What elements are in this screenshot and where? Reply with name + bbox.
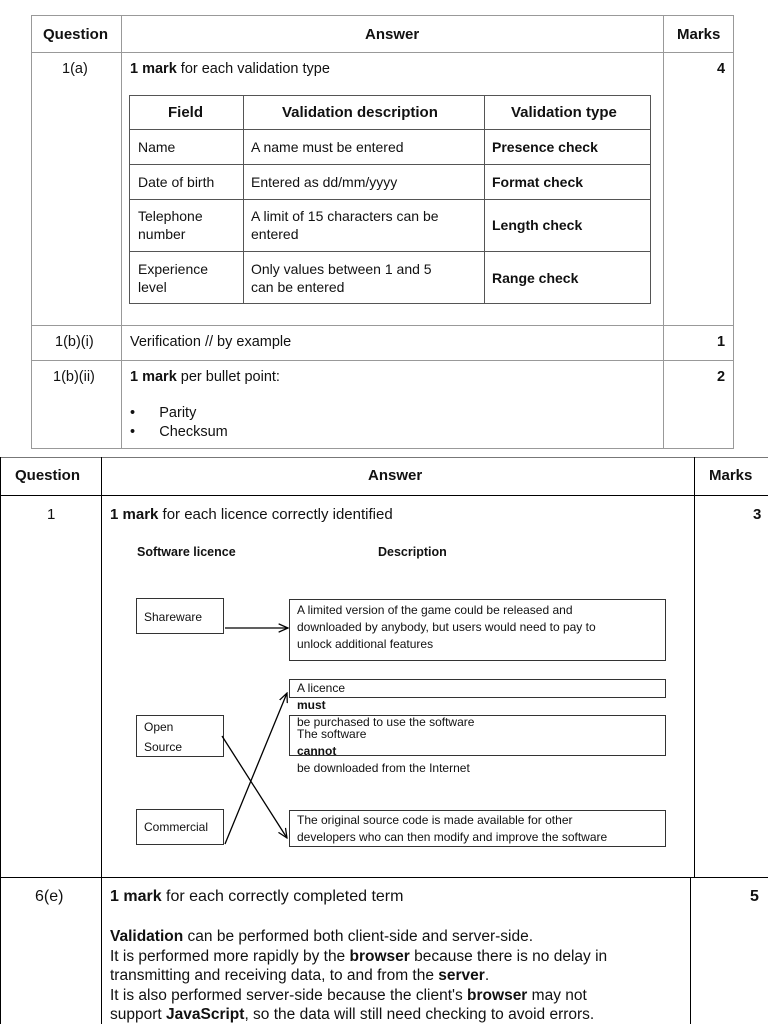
column-divider [121,16,122,448]
description-cell: A name must be entered [251,139,404,155]
software-licence-column-label: Software licence [137,545,236,559]
mark-instruction: 1 mark for each correctly completed term [110,888,404,905]
question-header: Question [15,467,81,484]
question-number: 1(b)(i) [55,334,94,350]
mark-instruction: 1 mark per bullet point: [130,369,280,385]
answer-text: Verification // by example [130,334,292,350]
mark-instruction: 1 mark for each licence correctly identified [110,506,393,523]
description-box: The original source code is made available for other developers who can then modify and improve the software [289,810,666,847]
marks-value: 3 [753,506,762,523]
licence-box-commercial: Commercial [136,809,224,845]
row-divider [32,360,733,361]
validation-type-cell: Format check [492,174,584,190]
marks-header: Marks [677,26,721,43]
arrow-commercial-to-licence-purchase [225,693,287,844]
field-cell: Name [138,139,176,155]
description-cell: A limit of 15 characters can be entered [251,208,439,242]
description-cell: Entered as dd/mm/yyyy [251,174,398,190]
validation-mark-scheme-table [31,15,734,449]
description-cell: Only values between 1 and 5 can be entered [251,261,432,295]
marks-value: 1 [717,334,726,350]
question-number: 1(b)(ii) [53,369,95,385]
description-box: A limited version of the game could be released and downloaded by anybody, but users would need to pay to unlock additional features [289,599,666,661]
validation-type-cell: Length check [492,217,583,233]
validation-type-cell: Range check [492,270,579,286]
marks-header: Marks [709,467,753,484]
validation-type-cell: Presence check [492,139,598,155]
bullet-item: • Checksum [130,424,228,440]
description-column-label: Description [378,545,447,559]
licence-box-open-source: Open Source [136,715,224,757]
answer-header: Answer [365,26,420,43]
description-box: A licence must be purchased to use the software [289,679,666,698]
matching-arrows [0,457,768,877]
licence-mark-scheme-table [0,457,768,1024]
field-cell: Date of birth [138,174,215,190]
question-number: 1 [47,506,56,523]
bullet-item: • Parity [130,405,197,421]
validation-types-table [129,95,651,304]
marks-value: 4 [717,61,726,77]
field-header: Field [168,104,204,121]
arrow-open-source-to-source-code [222,736,287,838]
answer-header: Answer [368,467,423,484]
marks-value: 5 [750,888,759,905]
question-number: 1(a) [62,61,88,77]
field-cell: Experience level [138,261,209,295]
field-cell: Telephone number [138,208,203,242]
mark-instruction: 1 mark for each validation type [130,61,330,77]
validation-type-header: Validation type [511,104,617,121]
description-box: The software cannot be downloaded from the Internet [289,715,666,756]
row-divider [32,325,733,326]
validation-description-header: Validation description [282,104,438,121]
column-divider [663,16,664,448]
answer-paragraph: Validation can be performed both client-side and server-side. It is performed more rapidly by the browser because there is no delay in transmitting and receiving data, to and from the server. It is also performed server-side because the client's browser may not support JavaScript, so the data will still need checking to avoid errors. [110,928,608,1024]
question-number: 6(e) [35,888,64,905]
question-header: Question [43,26,109,43]
licence-box-shareware: Shareware [136,598,224,634]
marks-value: 2 [717,369,726,385]
